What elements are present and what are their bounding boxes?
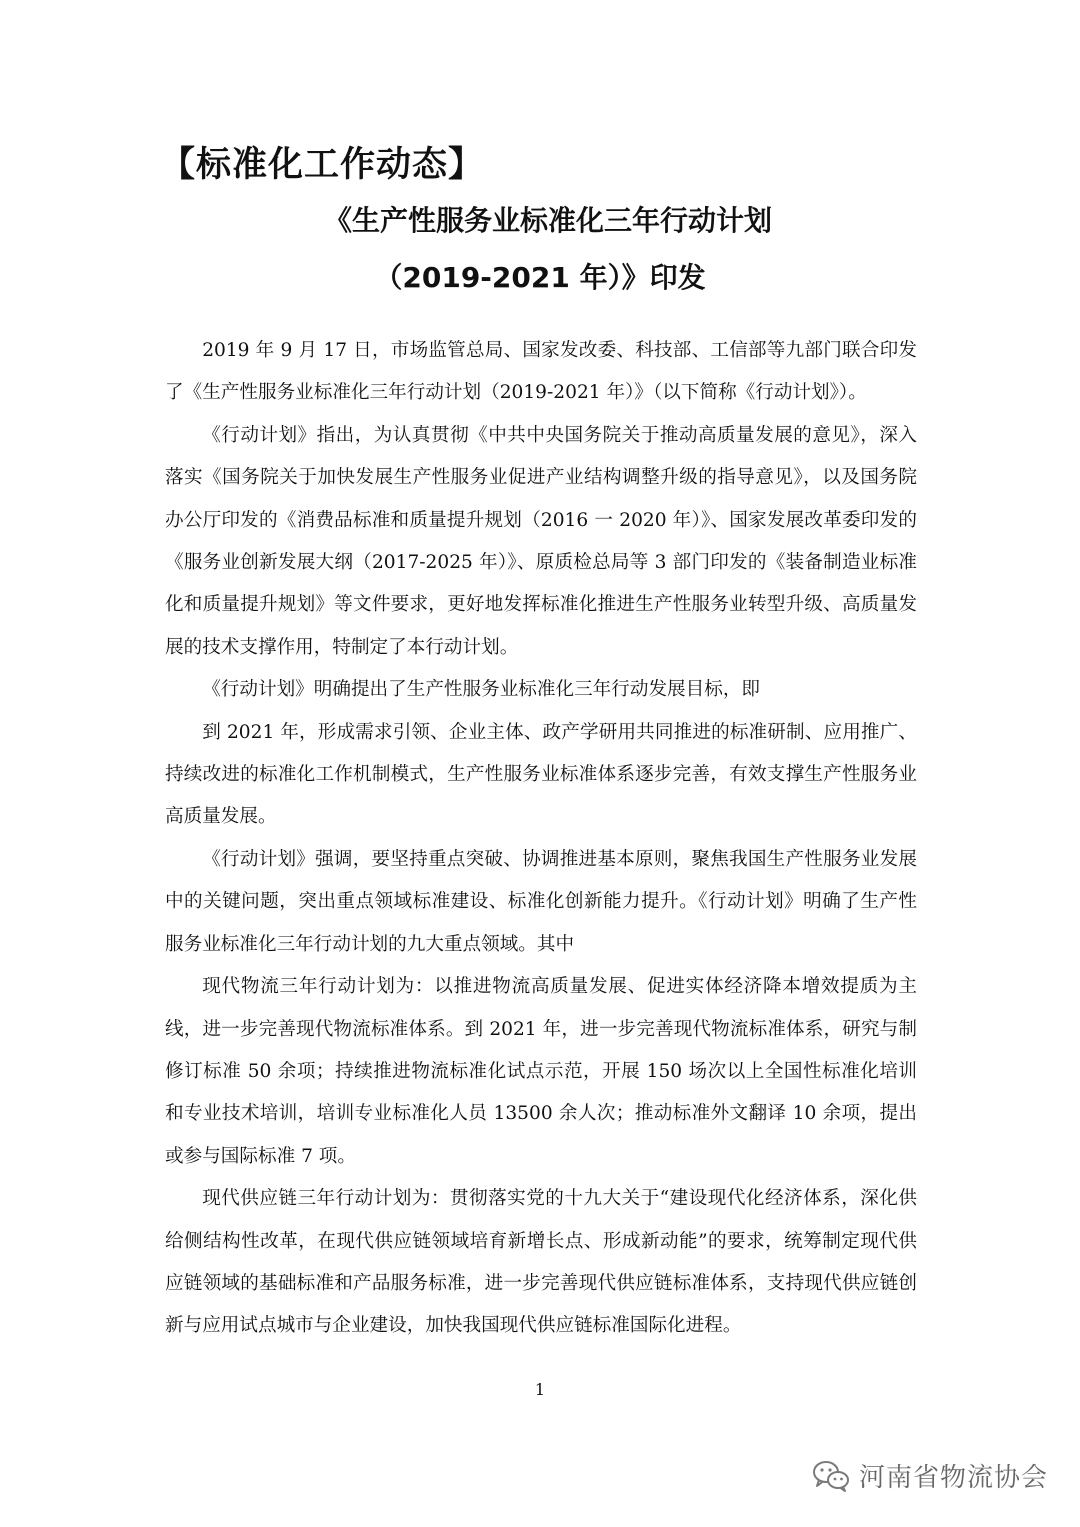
paragraph: 2019 年 9 月 17 日，市场监管总局、国家发改委、科技部、工信部等九部门联合印发了《生产性服务业标准化三年行动计划（2019-2021 年）》（以下简称《行动计划》）。 bbox=[165, 340, 917, 404]
document-title-line-2: （2019-2021 年）》印发 bbox=[374, 261, 706, 294]
page-number: 1 bbox=[534, 1380, 546, 1399]
paragraph: 《行动计划》强调，要坚持重点突破、协调推进基本原则，聚焦我国生产性服务业发展中的关键问题，突出重点领域标准建设、标准化创新能力提升。《行动计划》明确了生产性服务业标准化三年行动计划的九大重点领域。其中 bbox=[165, 848, 917, 955]
watermark bbox=[811, 1457, 1048, 1494]
document-body bbox=[165, 330, 917, 1348]
wechat-icon bbox=[811, 1459, 851, 1493]
paragraph: 《行动计划》明确提出了生产性服务业标准化三年行动发展目标，即 bbox=[202, 679, 761, 701]
document-title-line-1: 《生产性服务业标准化三年行动计划 bbox=[323, 204, 772, 237]
section-title: 【标准化工作动态】 bbox=[160, 145, 485, 185]
paragraph: 到 2021 年，形成需求引领、企业主体、政产学研用共同推进的标准研制、应用推广、持续改进的标准化工作机制模式，生产性服务业标准体系逐步完善，有效支撑生产性服务业高质量发展。 bbox=[165, 721, 917, 828]
paragraph: 现代供应链三年行动计划为：贯彻落实党的十九大关于“建设现代化经济体系，深化供给侧结构性改革，在现代供应链领域培育新增长点、形成新动能”的要求，统筹制定现代供应链领域的基础标准和产品服务标准，进一步完善现代供应链标准体系，支持现代供应链创新与应用试点城市与企业建设，加快我国现代供应链标准国际化进程。 bbox=[165, 1188, 917, 1337]
paragraph: 《行动计划》指出，为认真贯彻《中共中央国务院关于推动高质量发展的意见》，深入落实《国务院关于加快发展生产性服务业促进产业结构调整升级的指导意见》，以及国务院办公厅印发的《消费品标准和质量提升规划（2016 一 2020 年）》、国家发展改革委印发的《服务业创新发展大纲（2017-2025 年）》、原质检总局等 3 部门印发的《装备制造业标准化和质量提升规划》等文件要求，更好地发挥标准化推进生产性服务业转型升级、高质量发展的技术支撑作用，特制定了本行动计划。 bbox=[165, 424, 917, 658]
paragraph: 现代物流三年行动计划为：以推进物流高质量发展、促进实体经济降本增效提质为主线，进一步完善现代物流标准体系。到 2021 年，进一步完善现代物流标准体系，研究与制修订标准 50 余项；持续推进物流标准化试点示范，开展 150 场次以上全国性标准化培训和专业技术培训，培训专业标准化人员 13500 余人次；推动标准外文翻译 10 余项，提出或参与国际标准 7 项。 bbox=[165, 976, 917, 1167]
watermark-text: 河南省物流协会 bbox=[858, 1463, 1048, 1493]
